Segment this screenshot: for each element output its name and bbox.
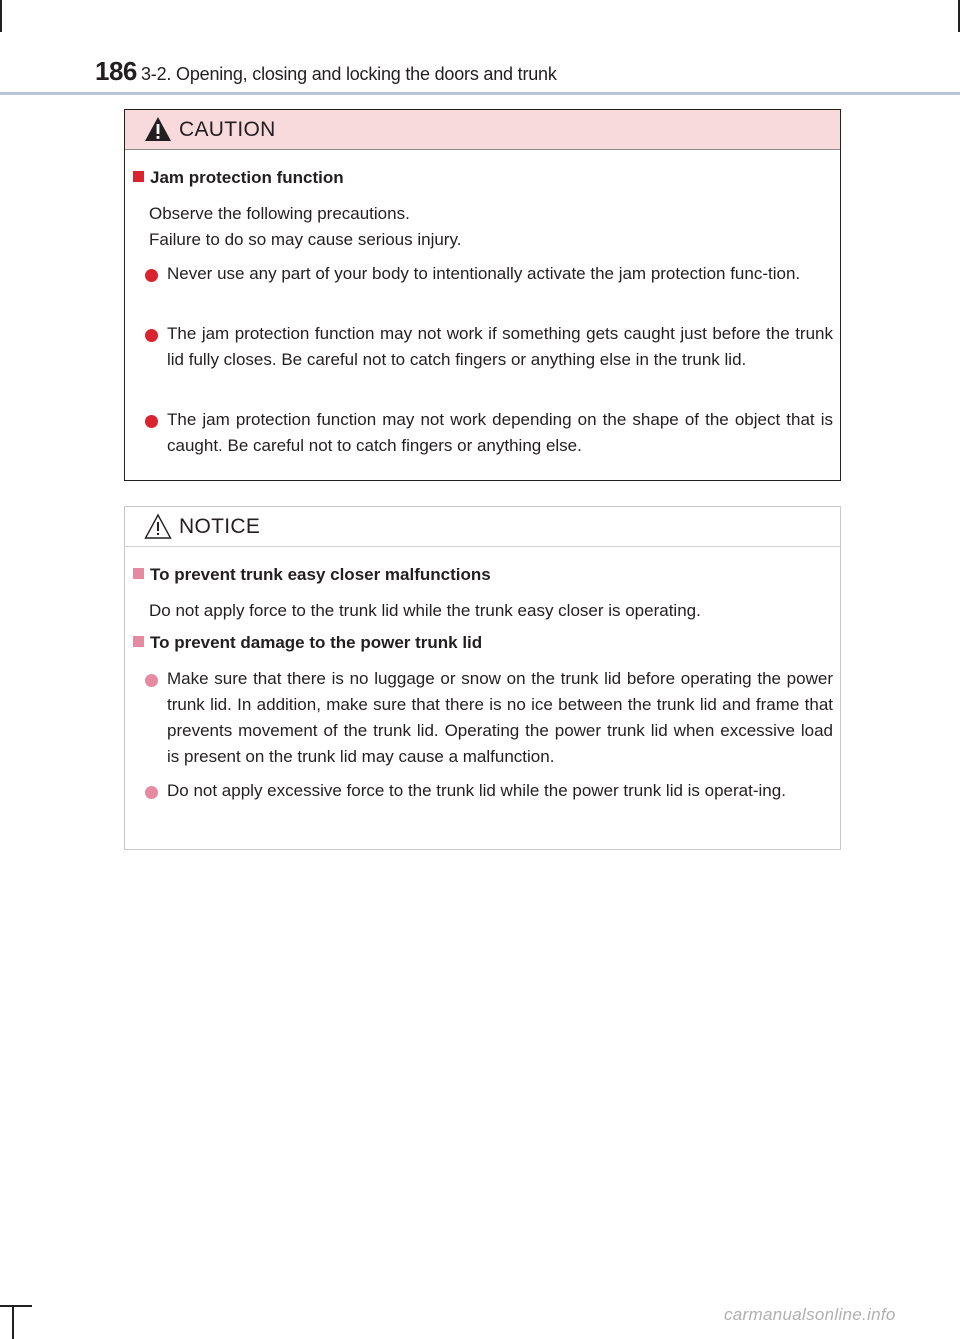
- caution-label: CAUTION: [179, 118, 276, 141]
- round-bullet-icon: [145, 415, 158, 428]
- section-title: 3-2. Opening, closing and locking the doors and trunk: [141, 64, 557, 84]
- caution-intro-1: Observe the following precautions.: [149, 204, 410, 223]
- notice-text-1: Do not apply force to the trunk lid while the trunk easy closer is operating.: [149, 601, 701, 620]
- caution-bullet-text: Never use any part of your body to intentionally activate the jam protection func-tion.: [167, 264, 801, 283]
- round-bullet-icon: [145, 786, 158, 799]
- header-rule: [0, 92, 960, 95]
- crop-mark-top-left-v: [0, 0, 2, 32]
- caution-bullet-text: The jam protection function may not work if something gets caught just before the trunk lid fully closes. Be careful not to catch fingers or anything else in the trunk lid.: [167, 324, 833, 369]
- square-bullet-icon: [133, 568, 144, 579]
- round-bullet-icon: [145, 269, 158, 282]
- notice-heading-1: [133, 565, 491, 585]
- caution-bullet-text: The jam protection function may not work depending on the shape of the object that is caught. Be careful not to catch fingers or anything else.: [167, 410, 833, 455]
- notice-bullet-text: Make sure that there is no luggage or snow on the trunk lid before operating the power trunk lid. In addition, make sure that there is no ice between the trunk lid and frame that prevents movement of the trunk lid. Operating the power trunk lid when excessive load is present on the trunk lid may cause a malfunction.: [167, 669, 833, 766]
- caution-heading-text: Jam protection function: [150, 168, 344, 187]
- warning-triangle-icon: [143, 115, 173, 143]
- crop-mark-bottom-left-v: [12, 1305, 14, 1339]
- notice-heading-2: [133, 633, 482, 653]
- notice-bullet-text: Do not apply excessive force to the trunk lid while the power trunk lid is operat-ing.: [167, 781, 786, 800]
- square-bullet-icon: [133, 171, 144, 182]
- caution-heading: [133, 168, 344, 188]
- caution-bullet: [145, 321, 833, 373]
- notice-box: [124, 506, 841, 850]
- page-header: [95, 56, 895, 90]
- warning-triangle-outline-icon: [143, 512, 173, 540]
- caution-header: [125, 110, 840, 150]
- footer-watermark: carmanualsonline.info: [724, 1305, 896, 1324]
- notice-heading-2-text: To prevent damage to the power trunk lid: [150, 633, 483, 652]
- caution-intro-2: Failure to do so may cause serious injury.: [149, 230, 462, 249]
- notice-bullet: [145, 778, 833, 804]
- round-bullet-icon: [145, 329, 158, 342]
- caution-bullet: [145, 261, 833, 287]
- caution-bullet: [145, 407, 833, 459]
- round-bullet-icon: [145, 674, 158, 687]
- caution-box: [124, 109, 841, 481]
- notice-label: NOTICE: [179, 515, 261, 538]
- notice-header: [125, 507, 840, 547]
- square-bullet-icon: [133, 636, 144, 647]
- notice-bullet: [145, 666, 833, 770]
- notice-heading-1-text: To prevent trunk easy closer malfunctions: [150, 565, 491, 584]
- page-number: 186: [95, 56, 137, 86]
- crop-mark-bottom-left-h: [0, 1305, 32, 1307]
